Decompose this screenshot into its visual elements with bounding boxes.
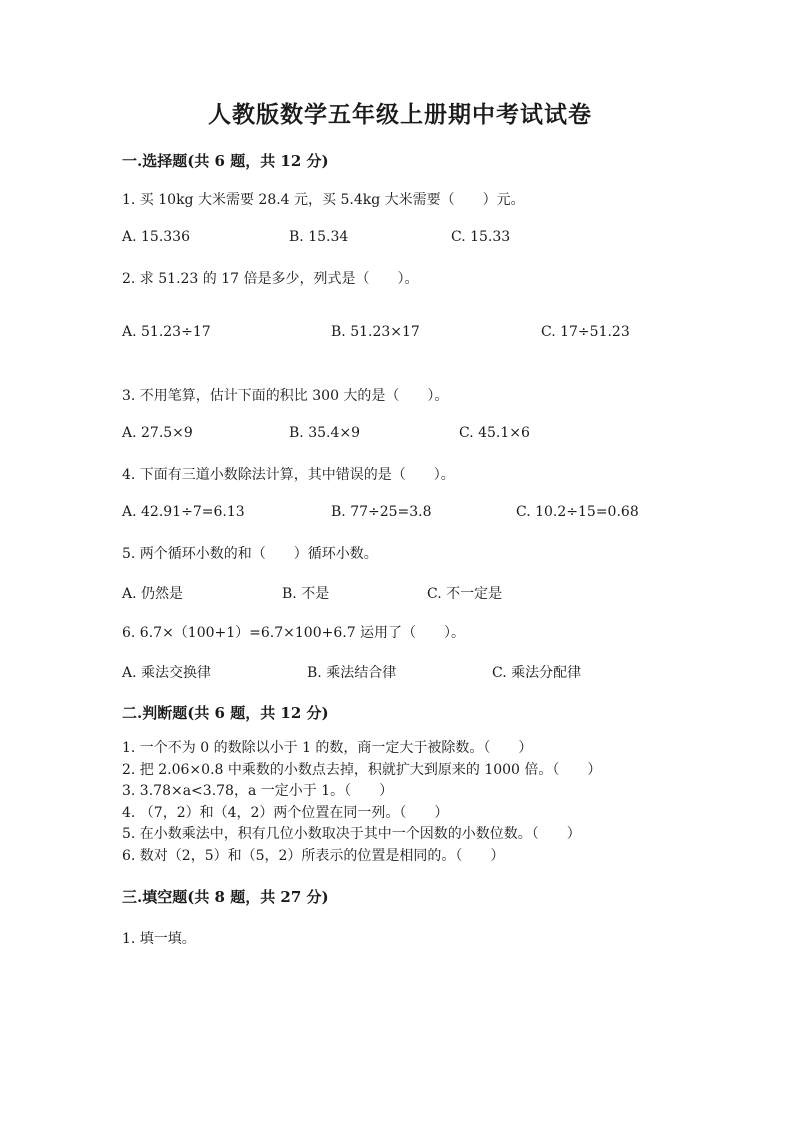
list-item: 4. （7，2）和（4，2）两个位置在同一列。（ ） — [122, 804, 449, 821]
list-item: 5. 在小数乘法中，积有几位小数取决于其中一个因数的小数位数。（ ） — [122, 826, 581, 842]
option-c: C. 17÷51.23 — [541, 324, 630, 340]
option-a: A. 27.5×9 — [122, 425, 193, 441]
section-heading-fill-blank: 三.填空题(共 8 题，共 27 分) — [122, 888, 329, 906]
option-b: B. 15.34 — [289, 229, 349, 245]
option-b: B. 乘法结合律 — [307, 665, 397, 681]
option-a: A. 51.23÷17 — [122, 324, 211, 340]
section-heading-choice: 一.选择题(共 6 题，共 12 分) — [122, 152, 329, 170]
list-item: 3. 3.78×a<3.78，a 一定小于 1。（ ） — [122, 783, 394, 799]
option-c: C. 不一定是 — [427, 586, 503, 602]
option-c: C. 15.33 — [451, 229, 511, 245]
option-b: B. 77÷25=3.8 — [331, 504, 432, 520]
option-a: A. 乘法交换律 — [122, 665, 212, 681]
list-item: 2. 把 2.06×0.8 中乘数的小数点去掉，积就扩大到原来的 1000 倍。（ ） — [122, 761, 602, 778]
section-heading-true-false: 二.判断题(共 6 题，共 12 分) — [122, 704, 329, 722]
question-text: 1. 买 10kg 大米需要 28.4 元，买 5.4kg 大米需要（ ）元。 — [122, 192, 525, 208]
option-a: A. 42.91÷7=6.13 — [122, 504, 245, 520]
option-c: C. 10.2÷15=0.68 — [516, 504, 639, 520]
true-false-list — [122, 738, 601, 867]
question-text: 2. 求 51.23 的 17 倍是多少，列式是（ ）。 — [122, 271, 419, 287]
list-item: 1. 一个不为 0 的数除以小于 1 的数，商一定大于被除数。（ ） — [122, 740, 533, 756]
list-item: 6. 数对（2，5）和（5，2）所表示的位置是相同的。（ ） — [122, 847, 505, 864]
question-text: 4. 下面有三道小数除法计算，其中错误的是（ ）。 — [122, 467, 455, 483]
option-b: B. 不是 — [282, 586, 330, 602]
page-title: 人教版数学五年级上册期中考试试卷 — [208, 101, 592, 128]
option-b: B. 35.4×9 — [289, 425, 360, 441]
question-text: 1. 填一填。 — [122, 931, 196, 947]
question-text: 3. 不用笔算，估计下面的积比 300 大的是（ ）。 — [122, 388, 449, 404]
option-c: C. 乘法分配律 — [492, 665, 582, 681]
option-a: A. 仍然是 — [122, 586, 184, 602]
option-a: A. 15.336 — [122, 229, 190, 245]
option-b: B. 51.23×17 — [331, 324, 420, 340]
option-c: C. 45.1×6 — [459, 425, 530, 441]
question-text: 6. 6.7×（100+1）=6.7×100+6.7 运用了（ ）。 — [122, 625, 466, 641]
question-text: 5. 两个循环小数的和（ ）循环小数。 — [122, 546, 378, 562]
